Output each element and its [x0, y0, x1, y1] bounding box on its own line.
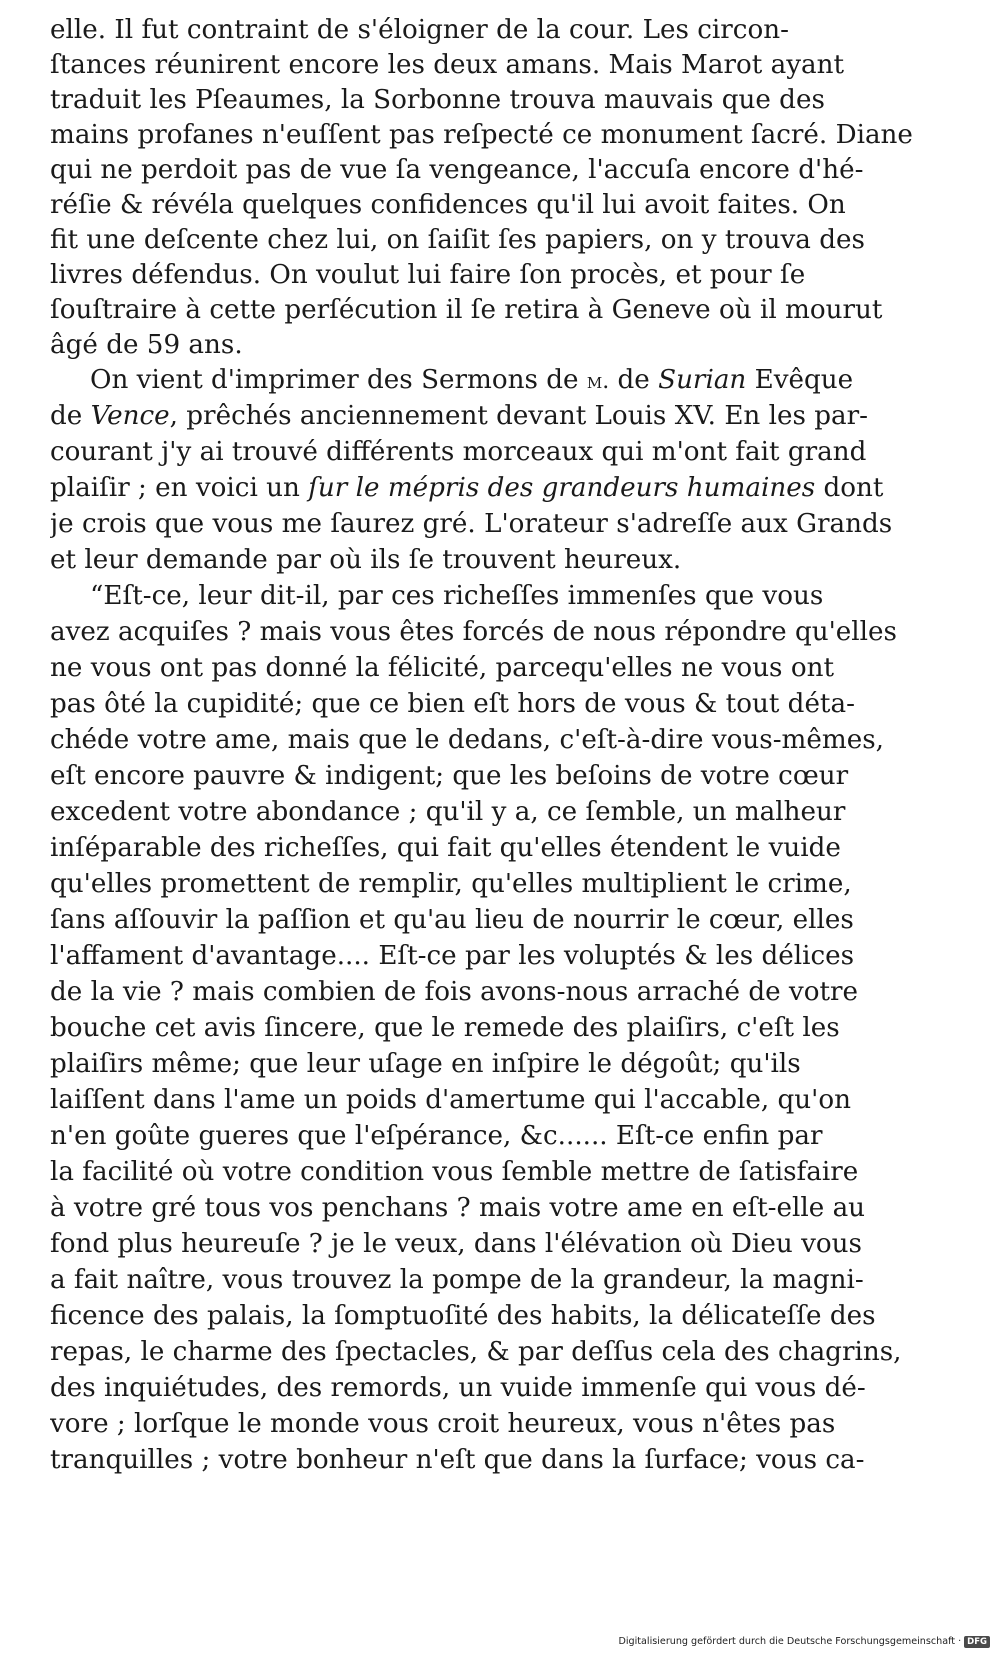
text-line: excedent votre abondance ; qu'il y a, ce ſemble, un malheur	[50, 797, 846, 827]
text-line	[50, 470, 935, 506]
text-line: bouche cet avis ſincere, que le remede des plaiſirs, c'eſt les	[50, 1013, 840, 1043]
abbreviation: m.	[586, 369, 610, 394]
text-run: de	[609, 365, 659, 395]
italic-title: ſur le mépris des grandeurs humaines	[308, 473, 816, 503]
text-line	[50, 398, 935, 434]
text-line: qui ne perdoit pas de vue ſa vengeance, l'accuſa encore d'hé-	[50, 155, 864, 185]
text-line: fond plus heureuſe ? je le veux, dans l'élévation où Dieu vous	[50, 1229, 862, 1259]
text-line: ficence des palais, la ſomptuoſité des habits, la délicateſſe des	[50, 1301, 876, 1331]
text-line: traduit les Pſeaumes, la Sorbonne trouva mauvais que des	[50, 85, 825, 115]
text-line: réſie & révéla quelques confidences qu'il lui avoit faites. On	[50, 190, 846, 220]
text-line: qu'elles promettent de remplir, qu'elles multiplient le crime,	[50, 869, 852, 899]
text-line: laiſſent dans l'ame un poids d'amertume qui l'accable, qu'on	[50, 1085, 851, 1115]
text-line: repas, le charme des ſpectacles, & par deſſus cela des chagrins,	[50, 1337, 902, 1367]
text-line: fit une deſcente chez lui, on ſaiſit ſes papiers, on y trouva des	[50, 225, 865, 255]
text-line: tranquilles ; votre bonheur n'eſt que dans la ſurface; vous ca-	[50, 1445, 865, 1475]
text-line: courant j'y ai trouvé différents morceaux qui m'ont fait grand	[50, 437, 867, 467]
text-line: l'affament d'avantage.... Eſt-ce par les voluptés & les délices	[50, 941, 855, 971]
text-line: chéde votre ame, mais que le dedans, c'eſt-à-dire vous-mêmes,	[50, 725, 884, 755]
text-line: et leur demande par où ils ſe trouvent heureux.	[50, 545, 682, 575]
text-line: âgé de 59 ans.	[50, 330, 243, 360]
dfg-logo: DFG	[964, 1636, 990, 1648]
text-run: On vient d'imprimer des Sermons de	[90, 365, 587, 395]
text-line: ſouſtraire à cette perſécution il ſe retira à Geneve où il mourut	[50, 295, 883, 325]
text-line: n'en goûte gueres que l'eſpérance, &c...... Eſt-ce enfin par	[50, 1121, 823, 1151]
text-line	[90, 362, 935, 398]
italic-place: Vence	[90, 401, 170, 431]
text-line: eſt encore pauvre & indigent; que les beſoins de votre cœur	[50, 761, 849, 791]
text-run: de	[50, 401, 91, 431]
text-line: ſtances réunirent encore les deux amans. Mais Marot ayant	[50, 50, 845, 80]
text-line: “Eſt-ce, leur dit-il, par ces richeſſes immenſes que vous	[90, 581, 824, 611]
text-line: avez acquiſes ? mais vous êtes forcés de nous répondre qu'elles	[50, 617, 897, 647]
text-line: je crois que vous me ſaurez gré. L'orateur s'adreſſe aux Grands	[50, 509, 893, 539]
text-line: pas ôté la cupidité; que ce bien eſt hors de vous & tout déta-	[50, 689, 855, 719]
text-line: mains profanes n'euſſent pas reſpecté ce monument ſacré. Diane	[50, 120, 913, 150]
italic-name: Surian	[658, 365, 747, 395]
digitization-footer	[604, 1635, 990, 1649]
text-line: ne vous ont pas donné la félicité, parcequ'elles ne vous ont	[50, 653, 834, 683]
text-line: vore ; lorſque le monde vous croit heureux, vous n'êtes pas	[50, 1409, 836, 1439]
text-run: Evêque	[746, 365, 854, 395]
text-line: à votre gré tous vos penchans ? mais votre ame en eſt-elle au	[50, 1193, 866, 1223]
text-line: livres défendus. On voulut lui faire ſon procès, et pour ſe	[50, 260, 806, 290]
text-line: la facilité où votre condition vous ſemble mettre de ſatisfaire	[50, 1157, 859, 1187]
text-run: dont	[815, 473, 884, 503]
text-line: elle. Il fut contraint de s'éloigner de la cour. Les circon-	[50, 15, 789, 45]
text-line: ſans aſſouvir la paſſion et qu'au lieu de nourrir le cœur, elles	[50, 905, 854, 935]
text-line: de la vie ? mais combien de fois avons-nous arraché de votre	[50, 977, 859, 1007]
text-run: plaiſir ; en voici un	[50, 473, 309, 503]
text-line: a fait naître, vous trouvez la pompe de la grandeur, la magni-	[50, 1265, 864, 1295]
text-run: , prêchés anciennement devant Louis XV. En les par-	[169, 401, 869, 431]
text-line: inſéparable des richeſſes, qui fait qu'elles étendent le vuide	[50, 833, 841, 863]
text-line: des inquiétudes, des remords, un vuide immenſe qui vous dé-	[50, 1373, 866, 1403]
text-line: plaiſirs même; que leur uſage en inſpire le dégoût; qu'ils	[50, 1049, 801, 1079]
footer-text: Digitalisierung gefördert durch die Deutsche Forschungsgemeinschaft ·	[618, 1636, 962, 1647]
